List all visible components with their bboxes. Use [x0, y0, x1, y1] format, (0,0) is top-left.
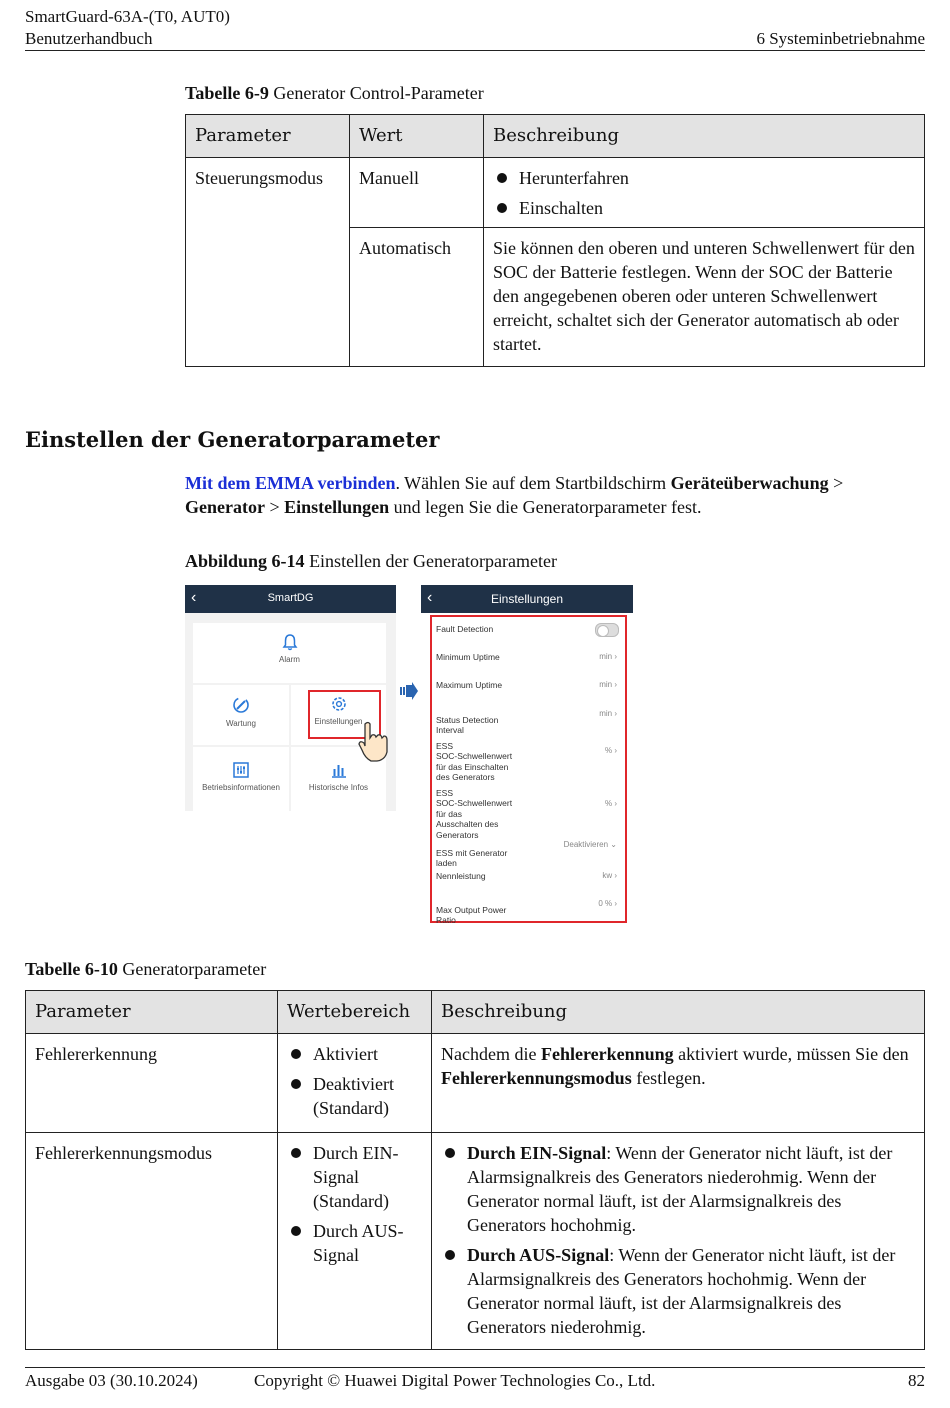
header-rule [25, 50, 925, 51]
table1-header-wert: Wert [350, 115, 484, 158]
list-item: Durch AUS-Signal [287, 1219, 422, 1267]
footer-edition: Ausgabe 03 (30.10.2024) [25, 1371, 198, 1390]
desc-text: : Wenn der Generator nicht läuft, ist der Alarmsignalkreis des Generators niederohmig. Wenn der Generator normal läuft, ist der Alarmsignalkreis des Generators hochohmig. [467, 1143, 893, 1235]
tile-label: Historische Infos [308, 783, 369, 792]
emma-connect-link[interactable]: Mit dem EMMA verbinden [185, 473, 396, 493]
list-item: Herunterfahren [493, 166, 915, 190]
figure-caption [185, 551, 557, 572]
arrow-right-icon [399, 681, 419, 701]
setting-label: Maximum Uptime [436, 680, 503, 690]
list-item: Deaktiviert (Standard) [287, 1072, 422, 1120]
tile-label: Alarm [279, 655, 300, 664]
footer-copyright: Copyright © Huawei Digital Power Technologies Co., Ltd. [254, 1371, 656, 1390]
table2-param-fehlererkennung: Fehlererkennung [26, 1034, 278, 1133]
setting-row-fault-detection[interactable] [436, 624, 621, 635]
list-item: Durch EIN-Signal (Standard) [287, 1141, 422, 1213]
paragraph-text: > [828, 473, 844, 493]
phone1-titlebar [185, 585, 396, 613]
table1-param: Steuerungsmodus [186, 158, 350, 367]
phone-screenshot-einstellungen [421, 585, 633, 925]
setting-row-maximum-uptime[interactable] [436, 680, 621, 691]
setting-value: % › [604, 799, 617, 808]
table2-header-parameter: Parameter [26, 991, 278, 1034]
table2-desc-fehlererkennung [432, 1034, 925, 1133]
setting-label: Minimum Uptime [436, 652, 500, 662]
setting-value: min › [599, 652, 617, 661]
bold-geraeteueberwachung: Geräteüberwachung [670, 473, 829, 493]
setting-value: % › [604, 746, 617, 755]
footer-page-number: 82 [908, 1371, 925, 1390]
paragraph-text: > [264, 497, 285, 517]
paragraph-text: . Wählen Sie auf dem Startbildschirm [395, 473, 671, 493]
phone-screenshot-smartdg [185, 585, 396, 811]
tile-alarm[interactable] [193, 623, 386, 683]
desc-text: : Wenn der Generator nicht läuft, ist der Alarmsignalkreis des Generators hochohmig. Wenn der Generator normal läuft, ist der Alarmsignalkreis des Generators niederohmig. [467, 1245, 896, 1337]
table1-header-beschreibung: Beschreibung [484, 115, 925, 158]
table2-param-fehlererkennungsmodus: Fehlererkennungsmodus [26, 1133, 278, 1350]
footer-rule [25, 1367, 925, 1368]
table1-caption [185, 83, 484, 104]
bold-aus-signal: Durch AUS-Signal [467, 1245, 610, 1265]
bold-generator: Generator [185, 497, 265, 517]
table2-caption-text: Generatorparameter [122, 959, 267, 979]
setting-row-max-output-power[interactable] [436, 894, 621, 925]
fault-detection-toggle[interactable] [595, 623, 619, 637]
table-row [26, 1133, 925, 1350]
header-manual: Benutzerhandbuch [25, 29, 153, 48]
desc-text: aktiviert wurde, müssen Sie den [673, 1044, 909, 1064]
phone1-title: SmartDG [267, 592, 314, 604]
setting-value: kw › [602, 871, 617, 880]
setting-row-nennleistung[interactable] [436, 871, 621, 882]
table1-desc-manuell [484, 158, 925, 228]
bold-fehlererkennungsmodus: Fehlererkennungsmodus [441, 1068, 632, 1088]
setting-label: ESS mit Generator laden [436, 847, 508, 868]
tile-wartung[interactable] [193, 685, 289, 745]
table1 [185, 114, 925, 367]
desc-text: Nachdem die [441, 1044, 541, 1064]
header-product: SmartGuard-63A-(T0, AUT0) [25, 7, 230, 26]
table1-desc-automatisch: Sie können den oberen und unteren Schwellenwert für den SOC der Batterie festlegen. Wenn der SOC der Batterie den angegebenen oberen oder unteren Schwellenwert erreicht, schaltet sich der Generator automatisch ab oder startet. [484, 228, 925, 367]
paragraph-text: und legen Sie die Generatorparameter fest. [389, 497, 702, 517]
table1-value-manuell: Manuell [350, 158, 484, 228]
setting-label: ESS SOC-Schwellenwert für das Ausschalten des Generators [436, 787, 513, 840]
table2-values-fehlererkennungsmodus [278, 1133, 432, 1350]
sliders-icon [232, 761, 250, 779]
bold-ein-signal: Durch EIN-Signal [467, 1143, 607, 1163]
bold-einstellungen: Einstellungen [284, 497, 390, 517]
figure-caption-text: Einstellen der Generatorparameter [309, 551, 557, 571]
table2-header-beschreibung: Beschreibung [432, 991, 925, 1034]
section-heading: Einstellen der Generatorparameter [25, 427, 440, 452]
setting-label: Status Detection Interval [436, 714, 499, 735]
tile-label: Wartung [226, 719, 256, 728]
tile-label: Betriebsinformationen [202, 783, 280, 792]
section-paragraph [185, 471, 925, 519]
wrench-icon [231, 695, 251, 715]
table-row [186, 158, 925, 228]
figure-caption-label: Abbildung 6-14 [185, 551, 305, 571]
list-item: Aktiviert [287, 1042, 422, 1066]
table-row [26, 1034, 925, 1133]
back-icon[interactable]: ‹ [191, 589, 197, 606]
list-item [441, 1243, 915, 1339]
setting-value: 0 % › [598, 899, 617, 908]
table1-caption-text: Generator Control-Parameter [273, 83, 484, 103]
phone2-titlebar [421, 585, 633, 613]
phone2-title: Einstellungen [490, 592, 564, 606]
tile-betriebsinformationen[interactable] [193, 747, 289, 811]
table2-caption [25, 959, 266, 980]
back-icon[interactable]: ‹ [427, 589, 433, 606]
table1-value-automatisch: Automatisch [350, 228, 484, 367]
table2-desc-fehlererkennungsmodus [432, 1133, 925, 1350]
table1-caption-label: Tabelle 6-9 [185, 83, 269, 103]
header-chapter: 6 Systeminbetriebnahme [756, 29, 925, 48]
desc-text: festlegen. [631, 1068, 706, 1088]
bell-icon [281, 633, 299, 651]
table2-caption-label: Tabelle 6-10 [25, 959, 118, 979]
setting-value: Deaktivieren ⌄ [563, 840, 617, 849]
settings-highlight-box [430, 615, 627, 923]
tile-label: Einstellungen [314, 717, 363, 726]
setting-label: Max Output Power Ratio [436, 904, 507, 925]
setting-label: Fault Detection [436, 624, 494, 634]
setting-row-minimum-uptime[interactable] [436, 652, 621, 663]
bold-fehlererkennung: Fehlererkennung [540, 1044, 674, 1064]
list-item [441, 1141, 915, 1237]
pointer-hand-icon [357, 720, 391, 764]
setting-label: Nennleistung [436, 871, 486, 881]
setting-value: min › [599, 709, 617, 718]
setting-value: min › [599, 680, 617, 689]
list-item: Einschalten [493, 196, 915, 220]
bar-chart-icon [330, 761, 348, 779]
table2-header-wertebereich: Wertebereich [278, 991, 432, 1034]
table2-values-fehlererkennung [278, 1034, 432, 1133]
table1-header-parameter: Parameter [186, 115, 350, 158]
table2 [25, 990, 925, 1350]
setting-label: ESS SOC-Schwellenwert für das Einschalten des Generators [436, 740, 513, 782]
